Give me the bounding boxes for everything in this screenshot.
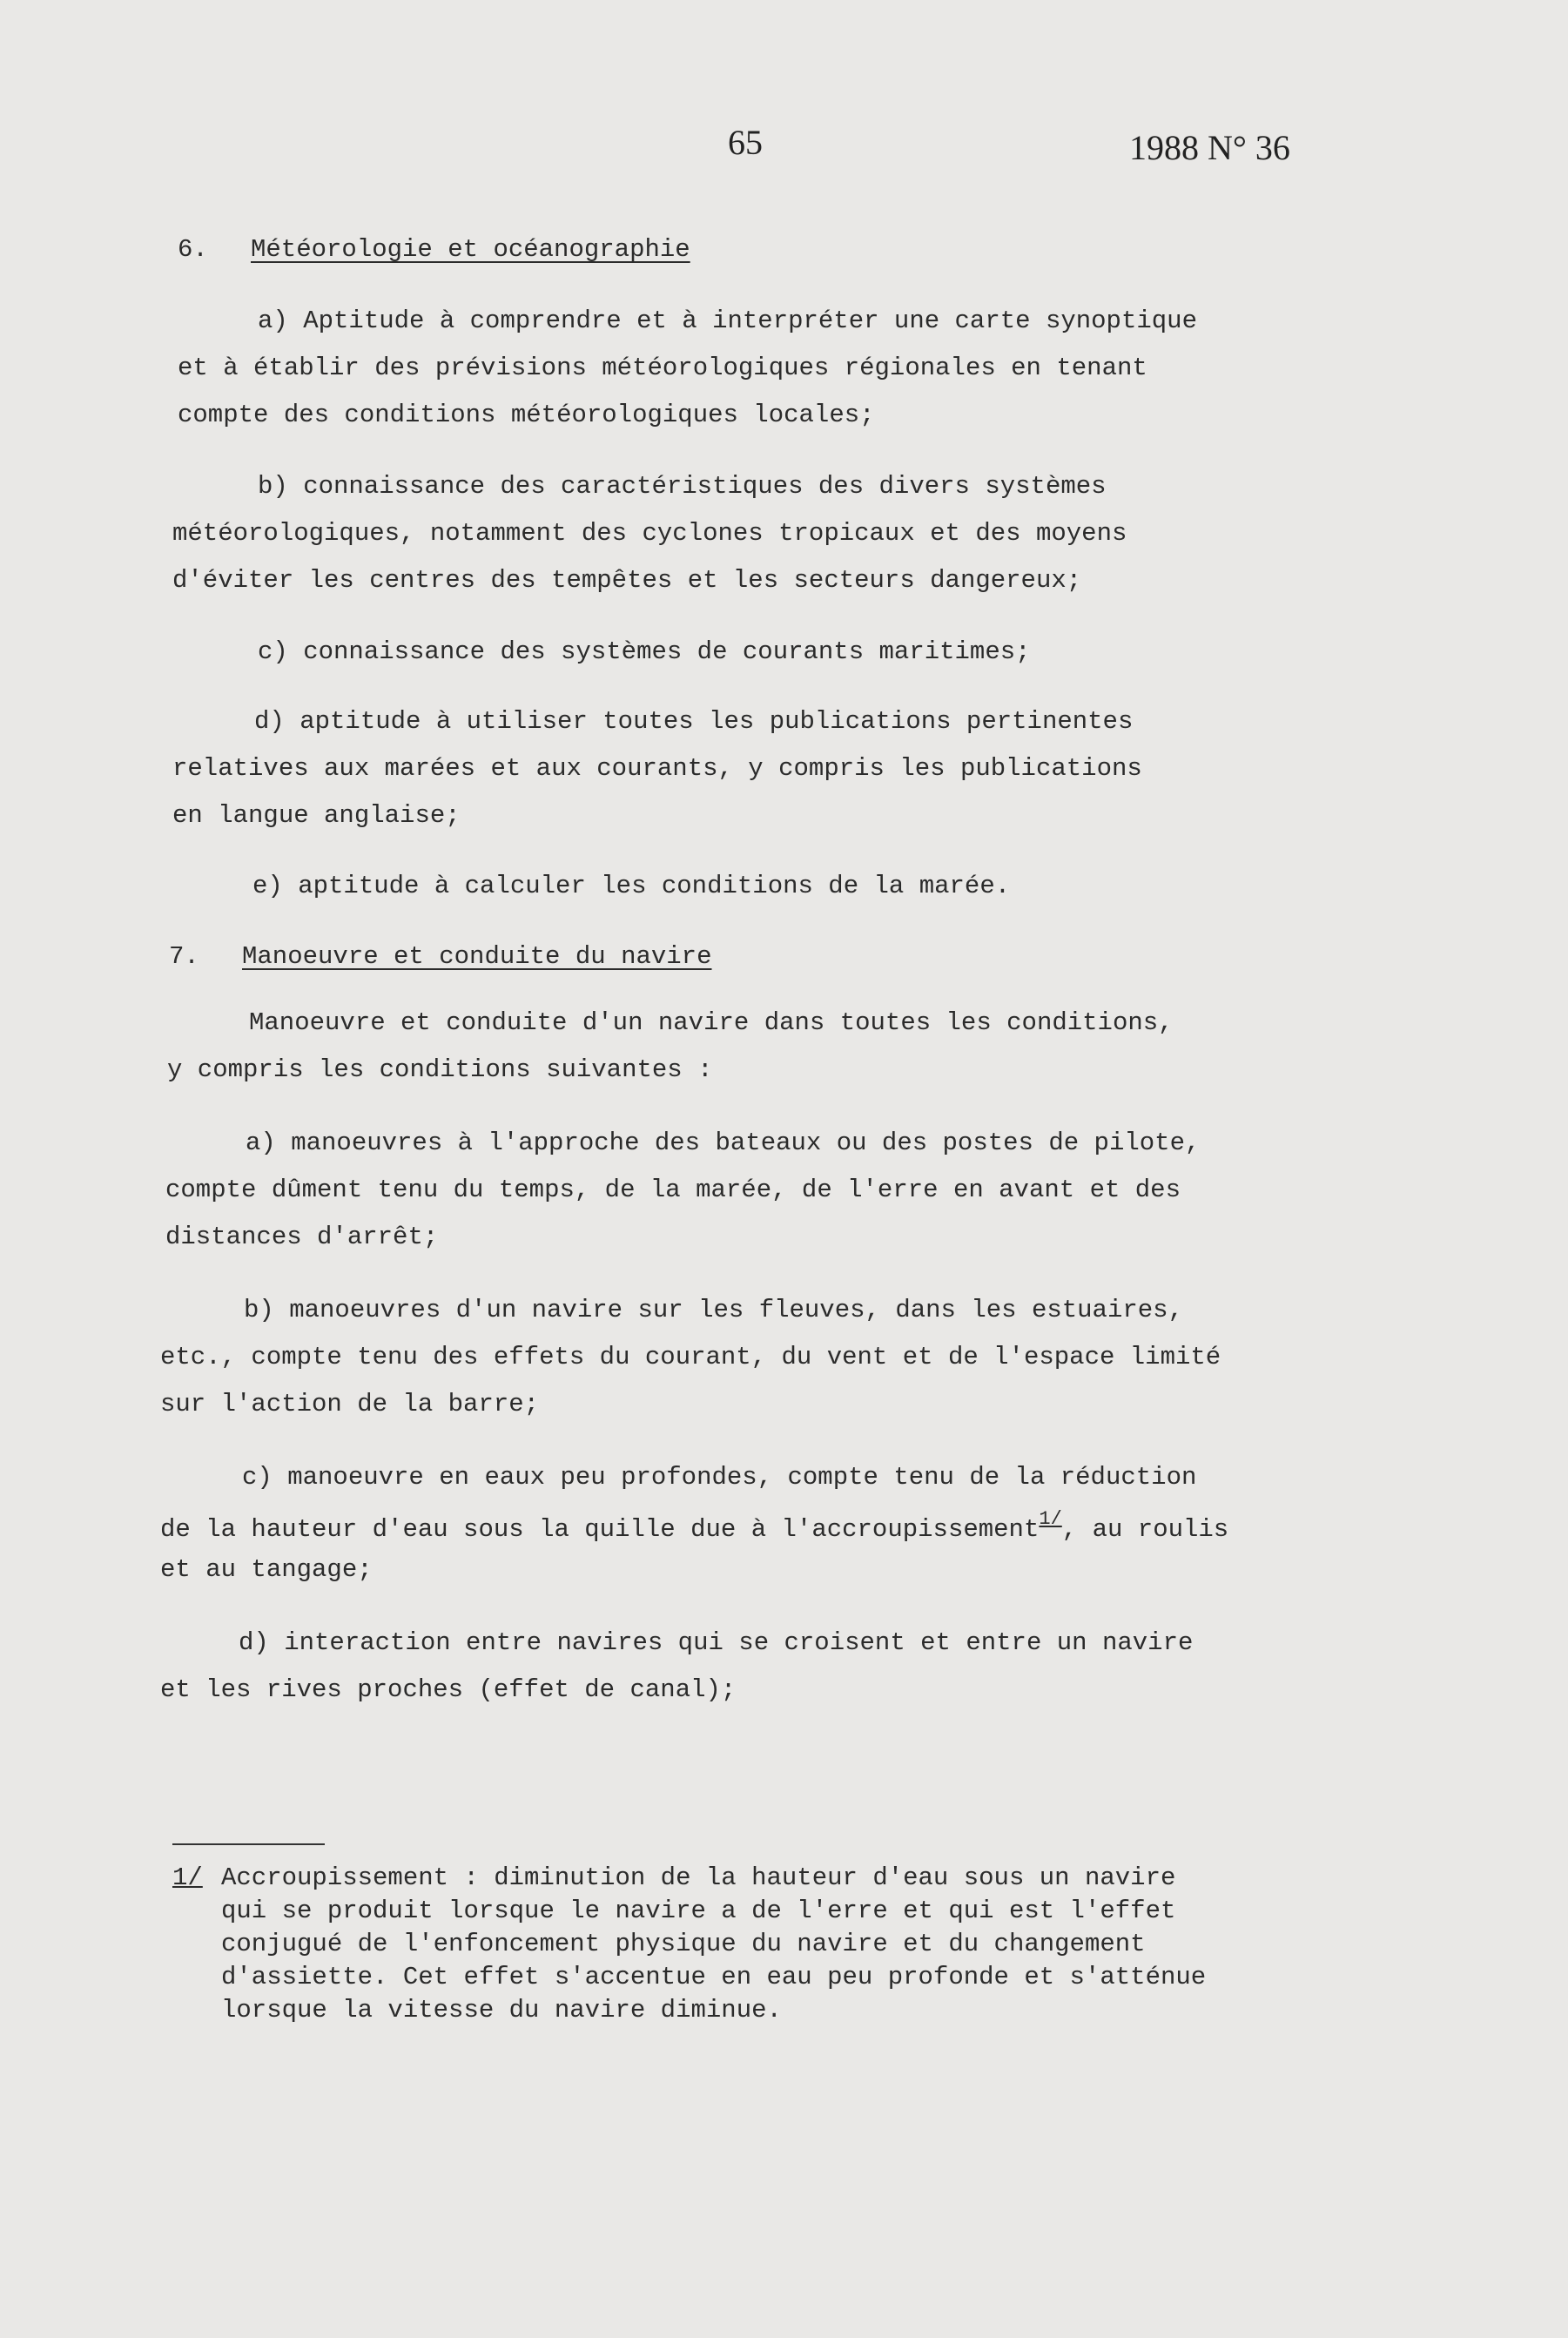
paragraph-line: a) manoeuvres à l'approche des bateaux ou des postes de pilote,: [246, 1129, 1201, 1157]
footnote-line: lorsque la vitesse du navire diminue.: [221, 1996, 782, 2025]
paragraph-line: b) manoeuvres d'un navire sur les fleuves, dans les estuaires,: [244, 1296, 1183, 1324]
paragraph-line: relatives aux marées et aux courants, y compris les publications: [172, 754, 1142, 783]
paragraph-line: et au tangage;: [160, 1555, 373, 1584]
footnote-mark: 1/: [172, 1863, 203, 1892]
paragraph-line: y compris les conditions suivantes :: [167, 1055, 713, 1084]
footnote-line: Accroupissement : diminution de la hauteur d'eau sous un navire: [221, 1863, 1176, 1892]
paragraph-line: c) connaissance des systèmes de courants maritimes;: [258, 637, 1031, 666]
paragraph-line: d) interaction entre navires qui se croisent et entre un navire: [239, 1628, 1194, 1657]
page-number: 65: [728, 123, 763, 162]
paragraph-line: a) Aptitude à comprendre et à interpréter une carte synoptique: [258, 307, 1197, 335]
page-header: [0, 122, 1568, 174]
section-7-heading: 7. Manoeuvre et conduite du navire: [169, 942, 712, 971]
section-title: Manoeuvre et conduite du navire: [242, 942, 712, 971]
paragraph-line: c) manoeuvre en eaux peu profondes, compte tenu de la réduction: [242, 1463, 1197, 1492]
paragraph-line: sur l'action de la barre;: [160, 1390, 540, 1418]
paragraph-line: b) connaissance des caractéristiques des divers systèmes: [258, 472, 1107, 501]
footnote-line: qui se produit lorsque le navire a de l'erre et qui est l'effet: [221, 1897, 1176, 1925]
footnote-reference[interactable]: 1/: [1039, 1508, 1062, 1530]
paragraph-line: Manoeuvre et conduite d'un navire dans toutes les conditions,: [249, 1008, 1174, 1037]
paragraph-line: e) aptitude à calculer les conditions de la marée.: [252, 872, 1011, 900]
paragraph-line: météorologiques, notamment des cyclones tropicaux et des moyens: [172, 519, 1127, 548]
document-reference: 1988 N° 36: [1129, 128, 1290, 167]
footnote-line: conjugué de l'enfoncement physique du navire et du changement: [221, 1930, 1146, 1958]
section-6-heading: 6. Météorologie et océanographie: [178, 235, 690, 264]
paragraph-line: etc., compte tenu des effets du courant, du vent et de l'espace limité: [160, 1343, 1221, 1371]
footnote-divider: [172, 1843, 325, 1845]
paragraph-line: en langue anglaise;: [172, 801, 461, 830]
paragraph-line: compte des conditions météorologiques locales;: [178, 401, 875, 429]
paragraph-line: d'éviter les centres des tempêtes et les secteurs dangereux;: [172, 566, 1082, 595]
paragraph-line: de la hauteur d'eau sous la quille due à l'accroupissement$^{1/}$, au roulis: [160, 1508, 1229, 1544]
paragraph-line: et les rives proches (effet de canal);: [160, 1675, 737, 1704]
paragraph-line: d) aptitude à utiliser toutes les publications pertinentes: [254, 707, 1134, 736]
paragraph-line: distances d'arrêt;: [165, 1223, 439, 1251]
paragraph-line: compte dûment tenu du temps, de la marée, de l'erre en avant et des: [165, 1176, 1181, 1204]
section-title: Météorologie et océanographie: [251, 235, 690, 264]
footnote-line: d'assiette. Cet effet s'accentue en eau peu profonde et s'atténue: [221, 1963, 1207, 1991]
paragraph-line: et à établir des prévisions météorologiques régionales en tenant: [178, 354, 1147, 382]
